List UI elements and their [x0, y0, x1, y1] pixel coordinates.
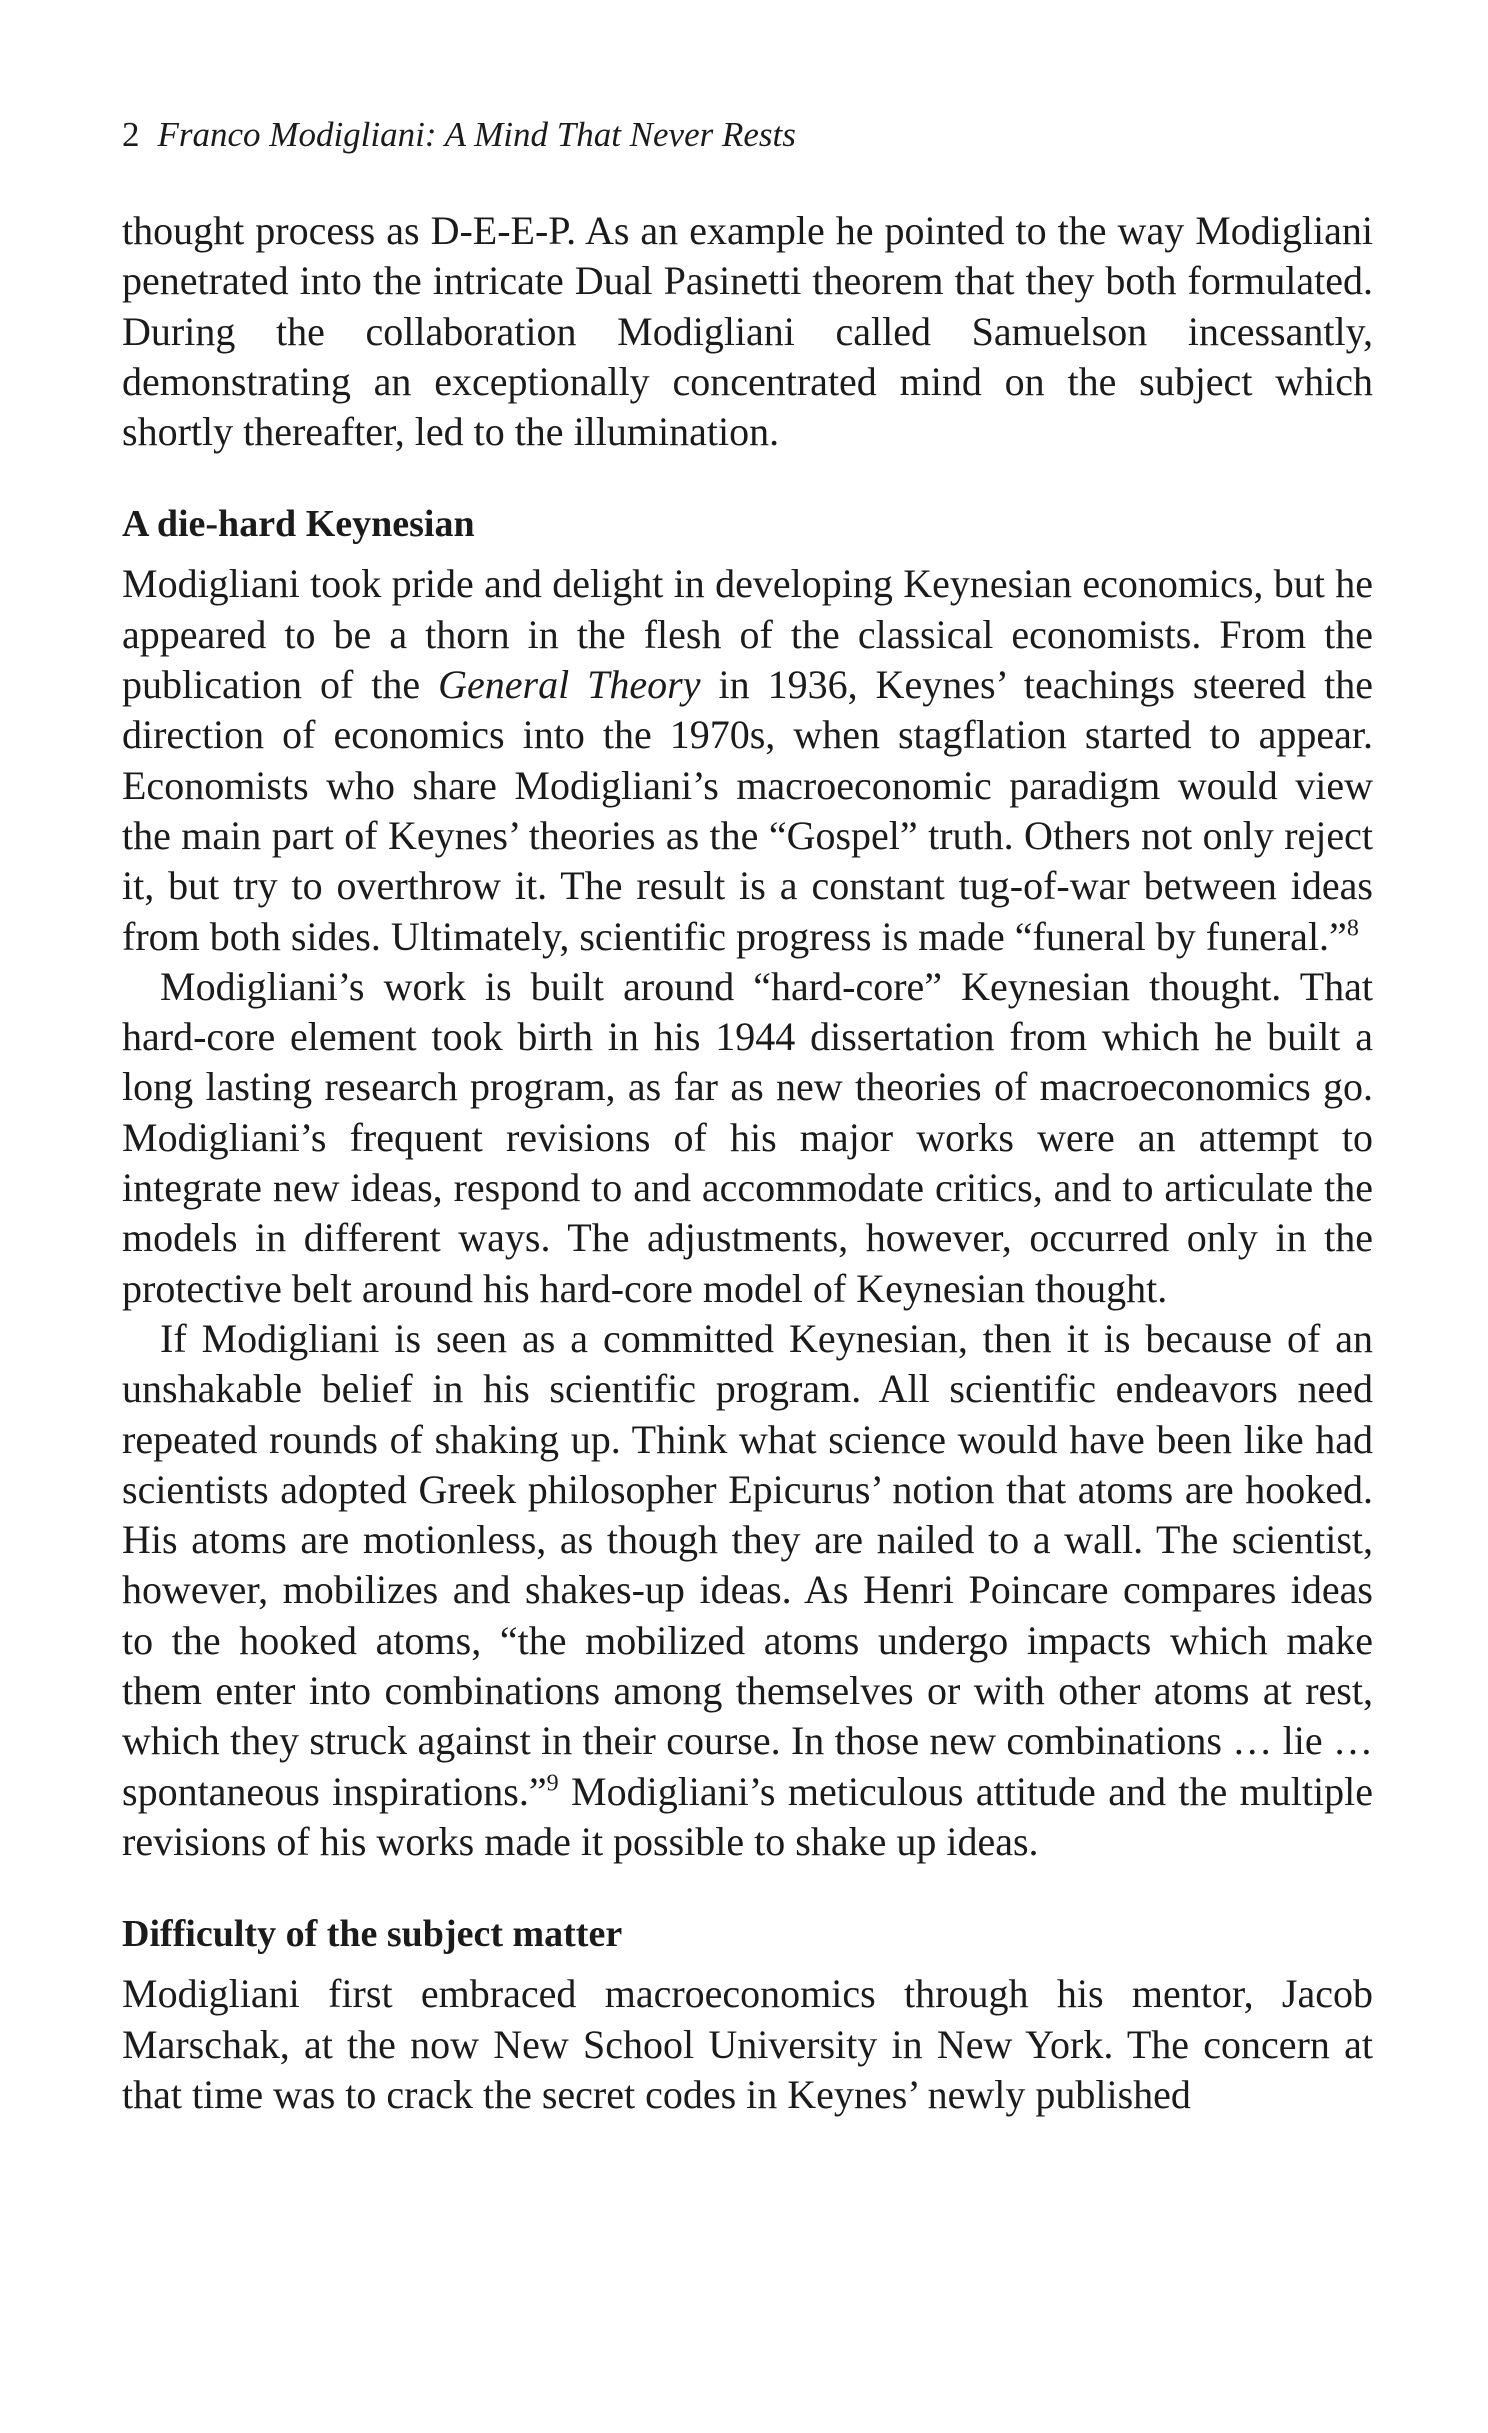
paragraph: [122, 559, 1373, 961]
paragraph: Modigliani first embraced macroeconomics through his mentor, Jacob Marschak, at the now New School University in New York. The concern at that time was to crack the secret codes in Keynes’ newly published: [122, 1971, 1373, 2117]
running-title: Franco Modigliani: A Mind That Never Rests: [157, 115, 796, 154]
paragraph-text: Modigliani’s meticulous attitude and the multiple revisions of his works made it possible to shake up ideas.: [122, 1768, 1373, 1864]
section-heading: Difficulty of the subject matter: [122, 1913, 623, 1956]
book-title: General Theory: [438, 662, 701, 708]
running-head: [122, 108, 1373, 162]
section-heading: A die-hard Keynesian: [122, 503, 475, 546]
page-number: 2: [122, 115, 140, 154]
paragraph-text: in 1936, Keynes’ teachings steered the direction of economics into the 1970s, when stagflation started to appear. Economists who share Modigliani’s macroeconomic paradigm would view the main part of Keynes’ theories as the “Gospel” truth. Others not only reject it, but try to overthrow it. The result is a constant tug-of-war between ideas from both sides. Ultimately, scientific progress is made “funeral by funeral.”: [122, 662, 1374, 959]
paragraph: thought process as D-E-E-P. As an example he pointed to the way Modigliani penetrated into the intricate Dual Pasinetti theorem that they both formulated. During the collaboration Modigliani called Samuelson incessantly, demonstrating an exceptionally concentrated mind on the subject which shortly thereafter, led to the illumination.: [122, 208, 1373, 455]
paragraph-text: Modigliani took pride and delight in developing Keynesian economics, but he appeared to be a thorn in the flesh of the classical economists. From the publication of the: [122, 561, 1373, 708]
paragraph: [122, 1314, 1373, 1867]
paragraph-text: If Modigliani is seen as a committed Keynesian, then it is because of an unshakable belief in his scientific program. All scientific endeavors need repeated rounds of shaking up. Think what science would have been like had scientists adopted Greek philosopher Epicurus’ notion that atoms are hooked. His atoms are motionless, as though they are nailed to a wall. The scientist, however, mobilizes and shakes-up ideas. As Henri Poincare compares ideas to the hooked atoms, “the mobilized atoms undergo impacts which make them enter into combinations among themselves or with other atoms at rest, which they struck against in their course. In those new combinations … lie … spontaneous inspirations.”: [122, 1315, 1373, 1814]
footnote-reference[interactable]: 8: [1346, 915, 1359, 942]
footnote-reference[interactable]: 9: [546, 1770, 559, 1797]
paragraph: Modigliani’s work is built around “hard-core” Keynesian thought. That hard-core element took birth in his 1944 dissertation from which he built a long lasting research program, as far as new theories of macroeconomics go. Modigliani’s frequent revisions of his major works were an attempt to integrate new ideas, respond to and accommodate critics, and to articulate the models in different ways. The adjustments, however, occurred only in the protective belt around his hard-core model of Keynesian thought.: [122, 963, 1373, 1311]
